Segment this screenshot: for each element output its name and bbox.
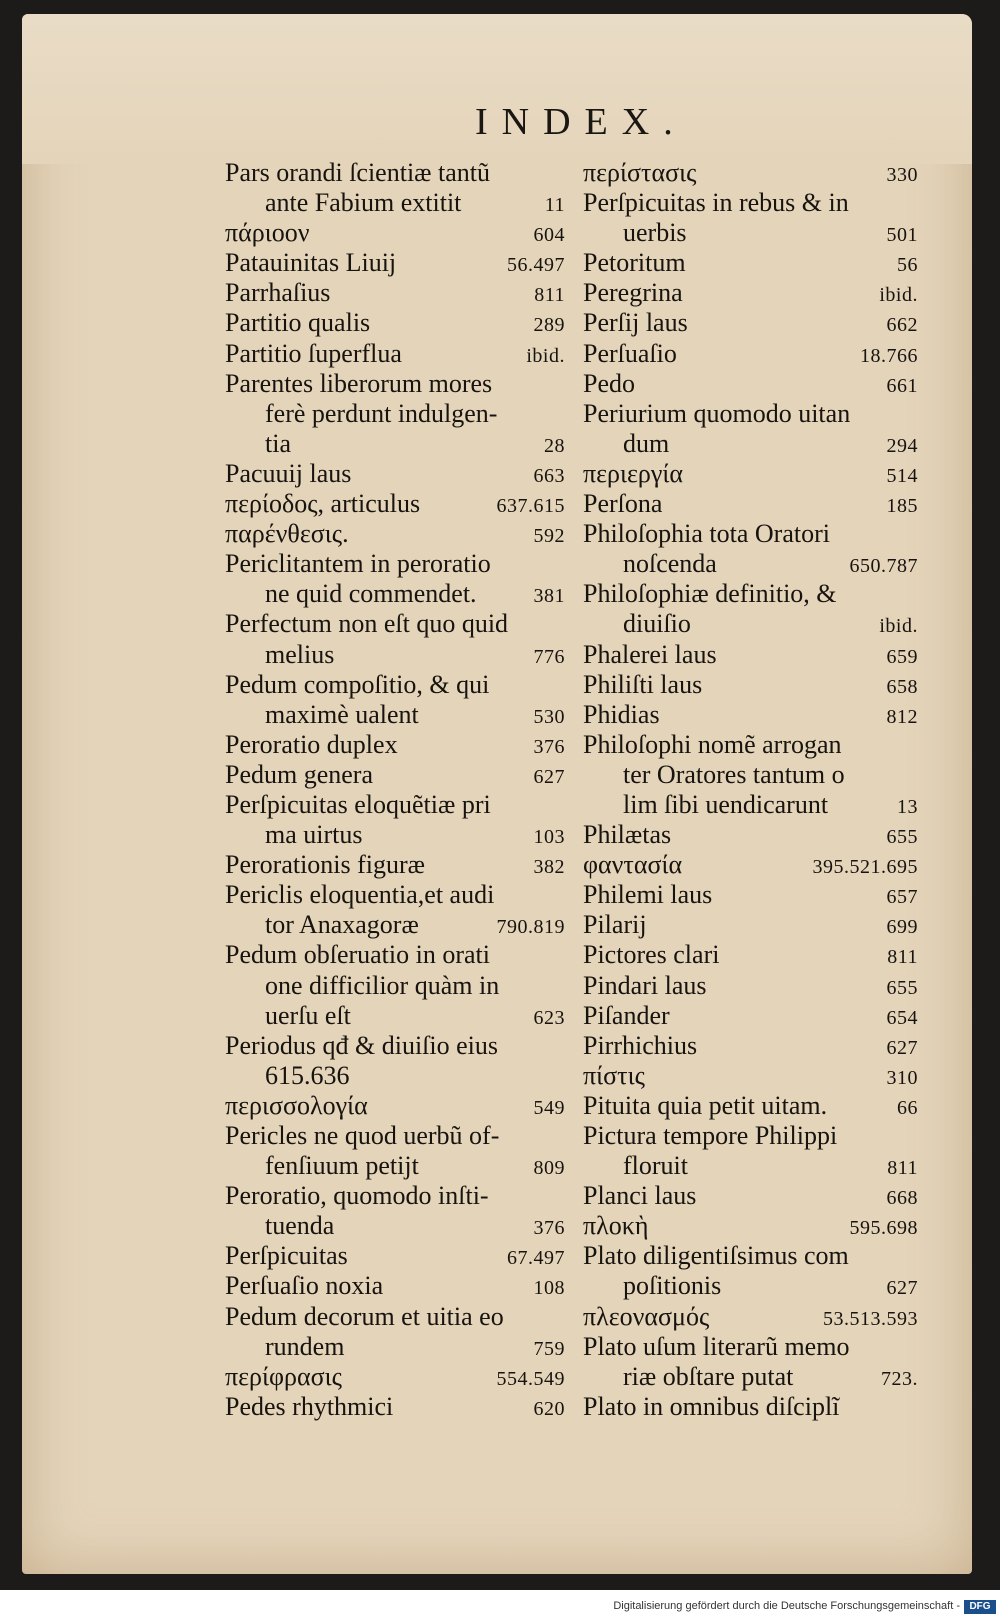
index-entry: [225, 308, 565, 338]
index-entry: [583, 278, 918, 308]
index-entry-text: Perſuaſio: [583, 338, 677, 368]
index-entry-text: Plato diligentiſsimus com: [583, 1241, 849, 1271]
index-entry-page-number: 185: [886, 495, 918, 518]
index-entry: [225, 971, 565, 1001]
index-entry: [225, 670, 565, 700]
index-entry-text: ante Fabium extitit: [265, 188, 462, 218]
index-entry: [225, 218, 565, 248]
index-entry-text: Perſona: [583, 489, 663, 519]
index-entry-page-number: 668: [886, 1187, 918, 1210]
index-entry-page-number: 662: [886, 314, 918, 337]
index-entry: [225, 1061, 565, 1091]
index-entry-text: Pedum compoſitio, & qui: [225, 669, 490, 699]
index-entry-text: melius: [265, 639, 335, 669]
index-entry-text: 615.636: [265, 1060, 350, 1090]
index-entry: [583, 1362, 918, 1392]
index-entry-text: Pituita quia petit uitam.: [583, 1090, 828, 1120]
index-entry-text: Pictores clari: [583, 940, 720, 970]
index-entry-text: Pedum genera: [225, 759, 374, 789]
index-entry-text: one difficilior quàm in: [265, 970, 500, 1000]
index-entry: [583, 339, 918, 369]
index-entry-text: tia: [265, 428, 291, 458]
index-entry: [583, 1091, 918, 1121]
index-entry: [583, 670, 918, 700]
index-entry: [225, 1241, 565, 1271]
index-entry: [225, 339, 565, 369]
index-entry-text: ferè perdunt indulgen-: [265, 398, 498, 428]
index-entry-text: περίφρασις: [225, 1361, 342, 1391]
index-entry-text: floruit: [623, 1151, 688, 1181]
index-entry: [583, 1001, 918, 1031]
index-entry-text: Peregrina: [583, 278, 683, 308]
index-entry: [225, 850, 565, 880]
index-entry-text: dum: [623, 428, 670, 458]
index-entry-text: Perfectum non eſt quo quid: [225, 609, 509, 639]
index-entry-page-number: 28: [544, 434, 565, 457]
index-entry-text: maximè ualent: [265, 699, 419, 729]
index-entry-text: tor Anaxagoræ: [265, 910, 419, 940]
index-entry-text: Periodus qđ & diuiſio eius: [225, 1030, 498, 1060]
index-entry-page-number: 18.766: [860, 344, 918, 367]
index-entry-text: πλοκὴ: [583, 1211, 649, 1241]
index-entry: [225, 1362, 565, 1392]
index-entry-page-number: 376: [533, 1217, 565, 1240]
index-entry-text: Plato uſum literarũ memo: [583, 1331, 850, 1361]
index-entry: [225, 1211, 565, 1241]
index-entry-page-number: 650.787: [849, 555, 918, 578]
index-entry-page-number: 659: [886, 645, 918, 668]
index-entry-text: Parentes liberorum mores: [225, 368, 493, 398]
index-entry-page-number: 376: [533, 735, 565, 758]
index-entry-page-number: 655: [886, 826, 918, 849]
index-entry-page-number: 56: [897, 254, 918, 277]
index-entry: [225, 579, 565, 609]
index-entry-page-number: 103: [533, 826, 565, 849]
index-entry: [225, 1151, 565, 1181]
index-entry-text: Planci laus: [583, 1181, 697, 1211]
index-entry-text: tuenda: [265, 1211, 335, 1241]
index-entry-text: ma uirtus: [265, 820, 363, 850]
index-entry-text: Peroratio, quomodo inſti-: [225, 1181, 489, 1211]
dfg-logo: DFG: [964, 1600, 996, 1614]
index-entry-text: noſcenda: [623, 549, 717, 579]
index-entry: [583, 369, 918, 399]
index-entry: [225, 640, 565, 670]
index-entry: [225, 880, 565, 910]
index-entry-text: Pericles ne quod uerbũ of-: [225, 1121, 500, 1150]
index-entry-page-number: 723.: [881, 1367, 918, 1390]
index-entry-text: φαντασία: [583, 850, 683, 880]
index-entry: [583, 850, 918, 880]
index-entry-page-number: 759: [533, 1337, 565, 1360]
index-entry: [583, 459, 918, 489]
index-entry: [225, 369, 565, 399]
index-entry: [583, 1332, 918, 1362]
index-entry-text: περίοδος, articulus: [225, 489, 421, 519]
index-entry: [583, 429, 918, 459]
index-entry-page-number: 627: [886, 1036, 918, 1059]
index-entry-text: ter Oratores tantum o: [623, 759, 845, 789]
index-entry-text: uerſu eſt: [265, 1000, 351, 1030]
index-entry-text: Pirrhichius: [583, 1030, 698, 1060]
index-entry-text: rundem: [265, 1331, 345, 1361]
index-entry-text: περιεργία: [583, 458, 684, 488]
index-entry-text: poſitionis: [623, 1271, 722, 1301]
index-entry: [225, 820, 565, 850]
index-entry-text: Pedo: [583, 368, 635, 398]
index-entry-text: diuiſio: [623, 609, 691, 639]
index-entry-page-number: 812: [886, 705, 918, 728]
index-entry-text: Perſpicuitas in rebus & in: [583, 188, 849, 218]
index-entry: [225, 1121, 565, 1151]
index-entry-page-number: 108: [533, 1277, 565, 1300]
index-entry-text: Perorationis figuræ: [225, 850, 426, 880]
index-entry: [583, 790, 918, 820]
index-entry: [225, 940, 565, 970]
index-entry-text: Philoſophia tota Oratori: [583, 519, 830, 549]
index-entry-page-number: 620: [533, 1397, 565, 1420]
index-entry-text: Philoſophiæ definitio, &: [583, 579, 837, 609]
index-entry: [583, 399, 918, 429]
index-entry: [225, 910, 565, 940]
index-entry-text: Partitio qualis: [225, 308, 371, 338]
index-entry: [583, 1061, 918, 1091]
index-entry-text: uerbis: [623, 218, 687, 248]
index-entry: [583, 640, 918, 670]
index-entry: [225, 549, 565, 579]
index-entry-page-number: 294: [886, 434, 918, 457]
index-entry: [583, 549, 918, 579]
index-entry-page-number: 658: [886, 675, 918, 698]
index-entry: [583, 760, 918, 790]
index-entry: [583, 820, 918, 850]
index-entry-page-number: 627: [533, 765, 565, 788]
index-entry: [225, 1091, 565, 1121]
page-header: INDEX.: [475, 101, 687, 143]
index-entry: [225, 459, 565, 489]
index-entry-text: παρένθεσις.: [225, 519, 349, 549]
index-entry: [583, 248, 918, 278]
index-entry-text: Peroratio duplex: [225, 729, 398, 759]
index-entry: [583, 1392, 918, 1422]
index-entry: [225, 519, 565, 549]
index-entry-page-number: 776: [533, 645, 565, 668]
index-entry-page-number: 655: [886, 976, 918, 999]
index-entry-text: Plato in omnibus diſciplĩ: [583, 1391, 840, 1421]
index-entry: [225, 1001, 565, 1031]
index-entry-text: περισσολογία: [225, 1090, 368, 1120]
index-entry: [583, 971, 918, 1001]
index-entry-page-number: 56.497: [507, 254, 565, 277]
index-entry: [225, 1332, 565, 1362]
index-entry-page-number: 661: [886, 374, 918, 397]
index-entry-text: Phidias: [583, 699, 660, 729]
index-entry: [225, 489, 565, 519]
index-entry-page-number: 66: [897, 1096, 918, 1119]
index-entry-page-number: 13: [897, 795, 918, 818]
index-entry: [225, 700, 565, 730]
index-entry-text: Philoſophi nomẽ arrogan: [583, 729, 842, 759]
index-entry-page-number: 514: [886, 464, 918, 487]
index-entry-page-number: 53.513.593: [823, 1307, 918, 1330]
index-entry-text: fenſiuum petijt: [265, 1151, 419, 1181]
index-entry-page-number: 554.549: [496, 1367, 565, 1390]
index-entry: [225, 760, 565, 790]
index-entry: [583, 1302, 918, 1332]
index-entry-page-number: 809: [533, 1157, 565, 1180]
index-entry-page-number: 501: [886, 224, 918, 247]
index-entry-page-number: 811: [887, 1157, 918, 1180]
index-entry-text: Pacuuij laus: [225, 458, 352, 488]
index-entry-page-number: 11: [544, 194, 565, 217]
index-entry-page-number: 604: [533, 224, 565, 247]
index-entry-page-number: 530: [533, 705, 565, 728]
index-entry: [225, 429, 565, 459]
index-entry-page-number: 627: [886, 1277, 918, 1300]
index-entry-text: Philiſti laus: [583, 669, 703, 699]
index-entry: [225, 248, 565, 278]
index-entry-page-number: 811: [887, 946, 918, 969]
index-entry: [225, 1392, 565, 1422]
index-entry: [225, 188, 565, 218]
index-entry-page-number: ibid.: [879, 615, 918, 638]
index-entry-text: Periclitantem in peroratio: [225, 549, 491, 579]
index-entry-text: πίστις: [583, 1060, 645, 1090]
index-entry: [583, 1271, 918, 1301]
index-entry-page-number: 592: [533, 525, 565, 548]
index-entry: [583, 1031, 918, 1061]
index-entry-text: Pictura tempore Philippi: [583, 1121, 838, 1150]
index-entry-text: lim ſibi uendicarunt: [623, 789, 829, 819]
index-entry-page-number: 310: [886, 1066, 918, 1089]
index-entry: [583, 579, 918, 609]
index-entry: [225, 1031, 565, 1061]
index-entry: [583, 910, 918, 940]
index-column-right: [583, 158, 918, 1422]
index-entry-text: riæ obſtare putat: [623, 1361, 794, 1391]
index-entry-text: Philætas: [583, 820, 672, 850]
index-entry-text: Perſpicuitas eloquẽtiæ pri: [225, 789, 491, 819]
index-entry-text: Perſuaſio noxia: [225, 1271, 384, 1301]
index-entry-page-number: 549: [533, 1096, 565, 1119]
index-entry: [583, 700, 918, 730]
index-entry-text: Patauinitas Liuij: [225, 248, 397, 278]
index-entry: [583, 940, 918, 970]
index-entry-page-number: 381: [533, 585, 565, 608]
index-entry: [583, 880, 918, 910]
index-entry-text: Piſander: [583, 1000, 670, 1030]
index-entry-page-number: 67.497: [507, 1247, 565, 1270]
index-entry-text: πλεονασμός: [583, 1301, 710, 1331]
index-entry-text: Perſij laus: [583, 308, 688, 338]
index-entry-text: Petoritum: [583, 248, 686, 278]
index-entry: [225, 399, 565, 429]
index-entry-text: Partitio ſuperflua: [225, 338, 402, 368]
index-entry: [225, 790, 565, 820]
index-entry-text: Pedes rhythmici: [225, 1391, 394, 1421]
index-entry-page-number: 382: [533, 856, 565, 879]
index-entry-page-number: ibid.: [879, 284, 918, 307]
index-entry: [225, 609, 565, 639]
index-entry-page-number: 637.615: [496, 495, 565, 518]
index-entry: [225, 158, 565, 188]
index-entry: [583, 730, 918, 760]
index-entry: [225, 1271, 565, 1301]
index-entry-page-number: 811: [534, 284, 565, 307]
index-entry: [583, 1181, 918, 1211]
index-entry-text: Pedum decorum et uitia eo: [225, 1301, 504, 1331]
index-entry-text: Periclis eloquentia,et audi: [225, 880, 495, 910]
index-entry: [583, 1121, 918, 1151]
index-entry-text: Pars orandi ſcientiæ tantũ: [225, 158, 491, 187]
footer-credit: Digitalisierung gefördert durch die Deutsche Forschungsgemeinschaft -: [613, 1600, 960, 1612]
index-entry: [225, 1302, 565, 1332]
index-entry-text: Pilarij: [583, 910, 647, 940]
index-entry-page-number: ibid.: [526, 344, 565, 367]
index-entry: [225, 1181, 565, 1211]
index-entry: [225, 730, 565, 760]
index-entry-text: Philemi laus: [583, 880, 713, 910]
index-entry-page-number: 595.698: [849, 1217, 918, 1240]
index-entry-text: Pedum obſeruatio in orati: [225, 940, 491, 970]
index-entry-text: ne quid commendet.: [265, 579, 477, 609]
index-entry: [583, 308, 918, 338]
index-entry-text: Parrhaſius: [225, 278, 331, 308]
index-entry: [583, 1241, 918, 1271]
index-entry: [583, 609, 918, 639]
index-entry: [583, 519, 918, 549]
index-entry-page-number: 663: [533, 464, 565, 487]
index-entry-text: Phalerei laus: [583, 639, 717, 669]
index-entry-text: πάριοον: [225, 218, 310, 248]
index-entry-page-number: 330: [886, 164, 918, 186]
index-entry-text: Pindari laus: [583, 970, 707, 1000]
index-column-left: [225, 158, 565, 1422]
index-entry-text: περίστασις: [583, 158, 697, 187]
index-entry-page-number: 623: [533, 1006, 565, 1029]
index-entry-page-number: 657: [886, 886, 918, 909]
index-entry-page-number: 654: [886, 1006, 918, 1029]
index-entry-page-number: 699: [886, 916, 918, 939]
index-entry: [583, 158, 918, 188]
index-entry-page-number: 395.521.695: [812, 856, 918, 879]
index-entry: [583, 489, 918, 519]
index-entry: [583, 218, 918, 248]
index-entry-text: Periurium quomodo uitan: [583, 398, 851, 428]
index-entry: [583, 1151, 918, 1181]
index-entry-page-number: 289: [533, 314, 565, 337]
index-entry: [583, 188, 918, 218]
index-entry-text: Perſpicuitas: [225, 1241, 348, 1271]
index-entry: [225, 278, 565, 308]
index-entry-page-number: 790.819: [496, 916, 565, 939]
index-entry: [583, 1211, 918, 1241]
